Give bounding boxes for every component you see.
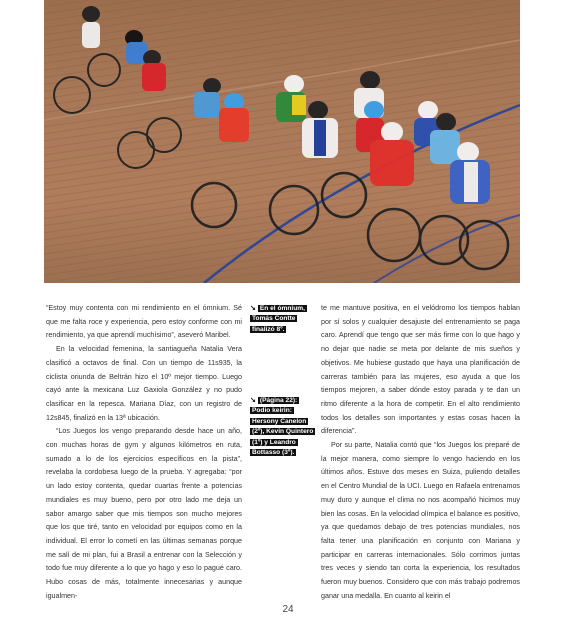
- arrow-down-right-icon: ↘: [250, 305, 256, 312]
- paragraph: En la velocidad femenina, la santiagueña Natalia Vera clasificó a octavos de final. Con un tiempo de 11s935, la ciclista oriunda de Beltrán hizo el 10º mejor tiempo. Luego cayó ante la mexicana Luz Gaxiola González y no pudo clasificar en la repesca. Mariana Díaz, con un registro de 12s845, finalizó en la 13ª ubicación.: [46, 345, 242, 422]
- article-column-left: [46, 302, 242, 603]
- cyclists-photo-icon: [44, 0, 520, 283]
- photo-caption: [250, 396, 314, 458]
- cyclists-photo: [44, 0, 520, 283]
- paragraph: “Estoy muy contenta con mi rendimiento en el ómnium. Sé que me falta roce y experiencia, pero estoy conforme con mi rendimiento, ya que aprendí muchísimo”, aseveró Maribel.: [46, 304, 242, 340]
- paragraph: “Los Juegos los vengo preparando desde hace un año, con muchas horas de gym y algunos kilómetros en ruta, sumado a lo de los ejercicios específicos en la pista”, revelaba la cordobesa luego de la prueba. Y agregaba: “por un lado estoy contenta, quedar cuartas frente a potencias mundiales es muy bueno, pero por otro lado me deja un sabor amargo saber que mis tiempos son mucho mejores que los que tiré, tanto en velocidad por equipos como en la individual. El error lo cometí en las últimas semanas porque me salí de mi plan, fui a Brasil a entrenar con la Selección y todo fue muy diferente a lo que yo hago y eso lo pagué caro. Hubo cosas de más, totalmente innecesarias y aunque igualmen-: [46, 427, 242, 600]
- page-number: 24: [282, 604, 294, 615]
- article-column-right: [321, 302, 520, 603]
- photo-caption: [250, 304, 314, 335]
- arrow-down-right-icon: ↘: [250, 397, 256, 404]
- caption-text: (Página 22): Podio keirin: Hersony Canelon (2º), Kevin Quintero (1º) y Leandro Bottasso (3º).: [252, 397, 314, 457]
- caption-text: En el ómnium, Tomás Contte finalizó 8º.: [252, 305, 305, 333]
- paragraph: Por su parte, Natalia contó que “los Juegos los preparé de la mejor manera, como siempre lo vengo haciendo en los últimos años. Estuve dos meses en Suiza, puliendo detalles en el Centro Mundial de la UCI. Luego en Rafaela entrenamos muy duro y aunque el clima no nos acompañó hicimos muy bien las cosas. En la velocidad olímpica el balance es positivo, ya que quedamos debajo de tres potencias mundiales, nos falta tener una planificación en conjunto con Mariana y participar en carreras internacionales. Sólo corrimos juntas tres veces y siendo tan corta la experiencia, los resultados fueron muy buenos. Considero que con más trabajo podremos ganar una medalla. En cuanto al keirin el: [321, 441, 520, 600]
- paragraph: te me mantuve positiva, en el velódromo los tiempos hablan por sí solos y cualquier desajuste del entrenamiento se paga caro. Aprendí que tengo que ser más firme con lo que hago y no dejar que nadie se meta por delante de mis sueños y objetivos. Me hubiese gustado que haya una planificación de carreras también para las mujeres, eso ayuda a que los tiempos mejoren, a saber dónde estoy parada y te dan un ritmo diferente a la hora de competir. En el alto rendimiento todos los detalles son importantes y estas cosas hacen la diferencia”.: [321, 304, 520, 436]
